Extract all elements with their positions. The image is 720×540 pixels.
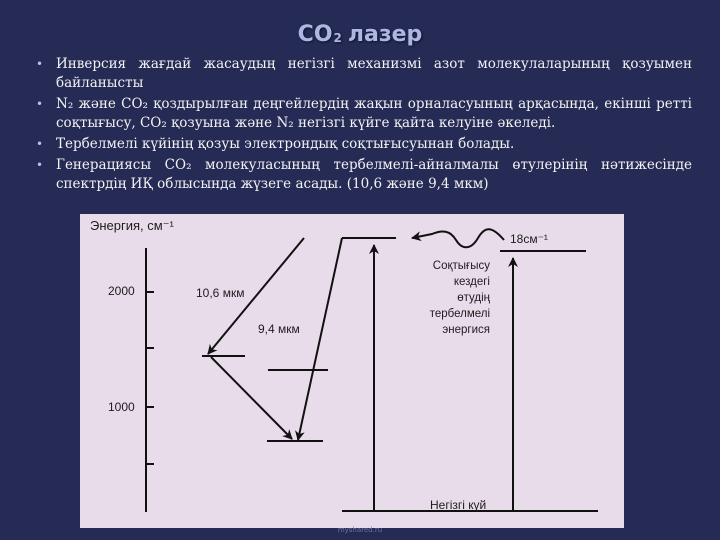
wavelength-9-4-label: 9,4 мкм	[258, 322, 300, 336]
ground-state-label: Негізгі күй	[430, 498, 487, 512]
bullet-item: • N₂ және CO₂ қоздырылған деңгейлердің жақын орналасуының арқасында, екінші ретті соқтығысу, CO₂ қозуына және N₂ негізгі күйге қайта келуіне әкеледі.	[34, 95, 692, 133]
bullet-list	[34, 55, 692, 196]
note-line: кездегі	[453, 276, 490, 288]
energy-diagram-svg	[80, 214, 624, 528]
tick-label-1000: 1000	[108, 400, 135, 414]
footer-watermark: myshared.ru	[337, 526, 383, 534]
collision-energy-note	[400, 258, 490, 338]
wavelength-10-6-label: 10,6 мкм	[196, 286, 245, 300]
transition-9-4-arrow	[298, 238, 342, 440]
note-line: Соқтығысу	[432, 260, 490, 272]
slide-title: $CO_2$ лазер	[297, 22, 423, 47]
note-line: тербелмелі	[429, 308, 490, 320]
y-axis-label: Энергия, см⁻¹	[90, 218, 174, 233]
bullet-item: • Тербелмелі күйінің қозуы электрондық соқтығысуынан болады.	[34, 135, 692, 154]
bullet-item: • Инверсия жағдай жасаудың негізгі механизмі азот молекулаларының қозуымен байланысты	[34, 55, 692, 93]
note-line: энергися	[442, 324, 490, 336]
energy-gap-label: 18см⁻¹	[510, 232, 548, 246]
energy-level-diagram	[80, 214, 624, 528]
bullet-item: • Генерациясы CO₂ молекуласының тербелмелі-айналмалы өтулерінің нәтижесінде спектрдің ИҚ облысында жүзеге асады. (10,6 және 9,4 мкм)	[34, 156, 692, 194]
tick-label-2000: 2000	[108, 284, 135, 298]
collision-transfer-arrow	[412, 229, 504, 247]
note-line: өтудің	[457, 292, 490, 304]
